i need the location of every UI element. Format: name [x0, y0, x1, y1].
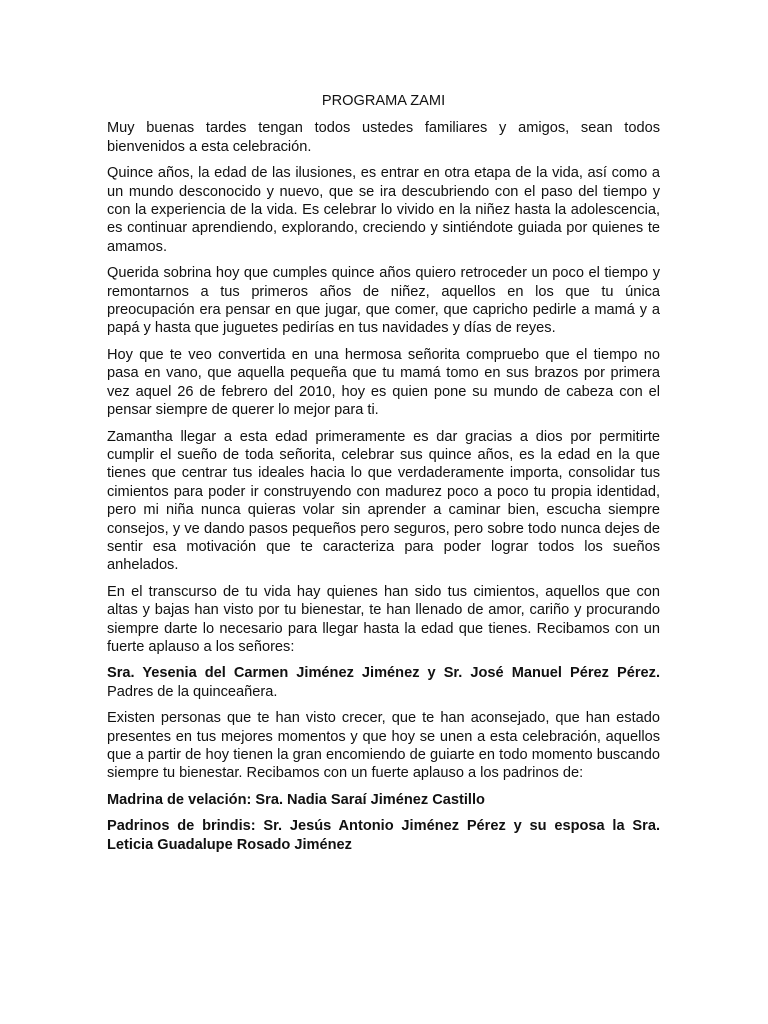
paragraph-cimientos: En el transcurso de tu vida hay quienes han sido tus cimientos, aquellos que con altas y bajas han visto por tu bienestar, te han llenado de amor, cariño y procurando siempre darte lo necesario para llegar hasta la edad que tienes. Recibamos con un fuerte aplauso a los señores: — [107, 583, 660, 655]
parents-names: Sra. Yesenia del Carmen Jiménez Jiménez y Sr. José Manuel Pérez Pérez. — [107, 665, 660, 682]
parents-role: Padres de la quinceañera. — [107, 683, 278, 700]
paragraph-parents — [107, 664, 660, 701]
madrina-velacion: Madrina de velación: Sra. Nadia Saraí Jiménez Castillo — [107, 791, 485, 808]
document-page — [107, 92, 660, 862]
paragraph-godparents-intro: Existen personas que te han visto crecer, que te han aconsejado, que han estado presentes en tus mejores momentos y que hoy se unen a esta celebración, aquellos que a partir de hoy tienen la gran encomiendo de guiarte en todo momento buscando siempre tu bienestar. Recibamos con un fuerte aplauso a los padrinos de: — [107, 710, 660, 782]
padrinos-brindis: Padrinos de brindis: Sr. Jesús Antonio Jiménez Pérez y su esposa la Sra. Leticia Guadalupe Rosado Jiménez — [107, 818, 660, 853]
document-title: PROGRAMA ZAMI — [321, 93, 446, 109]
paragraph-welcome: Muy buenas tardes tengan todos ustedes familiares y amigos, sean todos bienvenidos a esta celebración. — [107, 120, 660, 155]
paragraph-zamantha: Zamantha llegar a esta edad primeramente es dar gracias a dios por permitirte cumplir el sueño de toda señorita, celebrar sus quince años, es la edad en la que tienes que centrar tus ideales hacia lo que verdaderamente importa, consolidar tus cimientos para poder ir construyendo con madurez poco a poco tu propia identidad, pero mi niña nunca quieras volar sin aprender a caminar bien, escucha siempre consejos, y ve dando pasos pequeños pero seguros, pero sobre todo nunca dejes de sentir esa motivación que te caracteriza para poder lograr todos los sueños anhelados. — [107, 428, 660, 574]
paragraph-senorita: Hoy que te veo convertida en una hermosa señorita compruebo que el tiempo no pasa en vano, que aquella pequeña que tu mamá tomo en sus brazos por primera vez aquel 26 de febrero del 2010, hoy es quien pone su mundo de cabeza con el pensar siempre de querer lo mejor para ti. — [107, 346, 660, 419]
paragraph-quince-anos: Quince años, la edad de las ilusiones, es entrar en otra etapa de la vida, así como a un mundo desconocido y nuevo, que se ira descubriendo con el paso del tiempo y con la experiencia de la vida. Es celebrar lo vivido en la niñez hasta la adolescencia, es continuar aprendiendo, explorando, creciendo y sintiéndote guiada por quienes te amamos. — [107, 165, 660, 255]
paragraph-querida-sobrina: Querida sobrina hoy que cumples quince años quiero retroceder un poco el tiempo y remontarnos a tus primeros años de niñez, aquellos en los que tu única preocupación era pensar en que jugar, que comer, que capricho pedirle a mamá y a papá y hasta que juguetes pedirías en tus navidades y días de reyes. — [107, 265, 660, 337]
